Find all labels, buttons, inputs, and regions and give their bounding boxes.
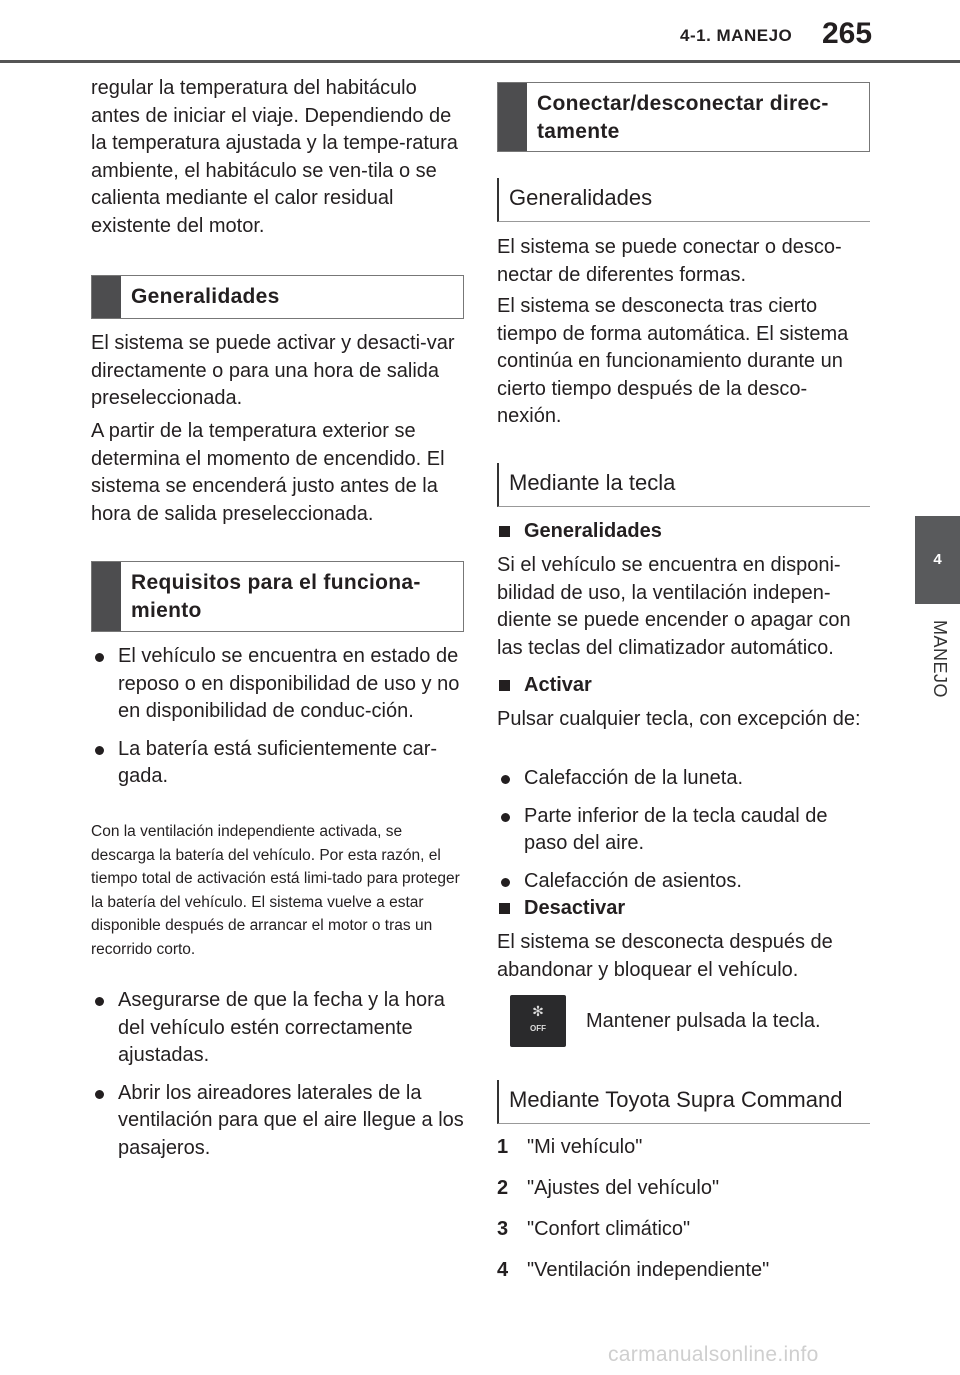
paragraph: El sistema se puede activar y desacti-var directamente o para una hora de salida preseleccionada. xyxy=(91,332,455,409)
list-item: Asegurarse de que la fecha y la hora del vehículo estén correctamente ajustadas. xyxy=(91,987,464,1070)
tips-list xyxy=(91,987,464,1162)
chapter-tab: 4 xyxy=(915,516,960,604)
page-number: 265 xyxy=(822,17,873,50)
subsection-heading: Mediante Toyota Supra Command xyxy=(497,1080,870,1124)
list-item: La batería está suficientemente car-gada. xyxy=(91,736,464,791)
list-item: Calefacción de la luneta. xyxy=(497,765,870,793)
step-text: "Mi vehículo" xyxy=(527,1136,643,1158)
chapter-label: MANEJO xyxy=(930,620,950,699)
paragraph: El sistema se puede conectar o desco-nectar de diferentes formas. xyxy=(497,236,842,286)
step-item xyxy=(497,1175,870,1202)
intro-paragraph: regular la temperatura del habitáculo antes de iniciar el viaje. Dependiendo de la temperatura ajustada y la tempe-ratura ambiente, el habitáculo se ven-tila o se calienta mediante el calor residual existente del motor. xyxy=(91,77,458,237)
key-instruction-text: Mantener pulsada la tecla. xyxy=(586,1009,821,1032)
section-box-bar xyxy=(92,562,121,631)
section-title: 4-1. MANEJO xyxy=(680,26,793,45)
step-number: 4 xyxy=(497,1259,509,1281)
section-box-bar xyxy=(498,83,527,151)
exceptions-list xyxy=(497,765,870,895)
subsection-heading: Mediante la tecla xyxy=(497,463,870,507)
paragraph: El sistema se desconecta después de abandonar y bloquear el vehículo. xyxy=(497,931,833,981)
section-box-title: Conectar/desconectar direc-tamente xyxy=(537,92,829,143)
section-box-title: Requisitos para el funciona-miento xyxy=(131,571,421,622)
step-number: 3 xyxy=(497,1218,509,1240)
list-item: El vehículo se encuentra en estado de reposo o en disponibilidad de uso y no en disponibilidad de conduc-ción. xyxy=(91,643,464,726)
paragraph: Si el vehículo se encuentra en disponi-bilidad de uso, la ventilación indepen-diente se puede encender o apagar con las teclas del climatizador automático. xyxy=(497,554,851,659)
step-text: "Ajustes del vehículo" xyxy=(527,1177,720,1199)
key-instruction xyxy=(497,995,870,1047)
step-text: "Ventilación independiente" xyxy=(527,1259,770,1281)
minor-heading: Desactivar xyxy=(497,895,897,922)
paragraph: A partir de la temperatura exterior se determina el momento de encendido. El sistema se encenderá justo antes de la hora de salida preseleccionada. xyxy=(91,420,445,525)
step-text: "Confort climático" xyxy=(527,1218,691,1240)
section-box-generalidades xyxy=(91,275,464,319)
list-item: Abrir los aireadores laterales de la ventilación para que el aire llegue a los pasajeros. xyxy=(91,1080,464,1163)
header-divider xyxy=(0,60,960,63)
section-box-title: Generalidades xyxy=(131,285,280,308)
step-number: 1 xyxy=(497,1136,509,1158)
paragraph: El sistema se desconecta tras cierto tiempo de forma automática. El sistema continúa en funcionamiento durante un cierto tiempo después de la desco-nexión. xyxy=(497,295,849,427)
step-item xyxy=(497,1216,870,1243)
minor-heading: Activar xyxy=(497,672,897,699)
fan-off-key xyxy=(510,995,566,1047)
list-item: Calefacción de asientos. xyxy=(497,868,870,896)
section-box-bar xyxy=(92,276,121,318)
page-header xyxy=(0,0,960,60)
list-item: Parte inferior de la tecla caudal de paso del aire. xyxy=(497,803,870,858)
step-item xyxy=(497,1257,870,1284)
subsection-heading: Generalidades xyxy=(497,178,870,222)
note-text: Con la ventilación independiente activada, se descarga la batería del vehículo. Por esta razón, el tiempo total de activación está limi-tado para proteger la batería del vehículo. El sistema vuelve a estar disponible después de arrancar el motor o tras un recorrido corto. xyxy=(91,823,460,958)
step-item xyxy=(497,1134,870,1161)
minor-heading: Generalidades xyxy=(497,518,897,545)
steps-list xyxy=(497,1134,870,1284)
paragraph: Pulsar cualquier tecla, con excepción de: xyxy=(497,708,861,730)
section-box-conectar xyxy=(497,82,870,152)
requirements-list xyxy=(91,643,464,791)
off-label: OFF xyxy=(530,1024,546,1033)
step-number: 2 xyxy=(497,1177,509,1199)
watermark: carmanualsonline.info xyxy=(608,1343,819,1366)
fan-icon: ✻ xyxy=(532,1003,544,1019)
section-box-requisitos xyxy=(91,561,464,632)
